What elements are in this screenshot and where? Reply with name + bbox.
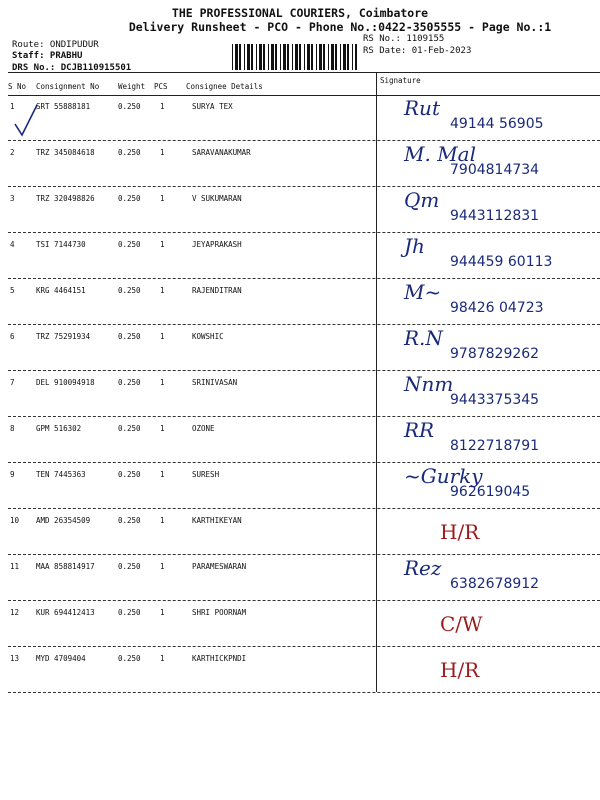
handwritten-phone: 962619045 <box>450 484 531 500</box>
barcode-bar <box>352 44 353 70</box>
signature: C/W <box>440 612 483 636</box>
row-divider <box>8 324 600 325</box>
row-weight: 0.250 <box>118 102 141 111</box>
row-divider <box>8 692 600 693</box>
row-pcs: 1 <box>160 332 165 341</box>
table-row <box>8 604 600 650</box>
row-pcs: 1 <box>160 240 165 249</box>
table-row <box>8 512 600 558</box>
handwritten-phone: 9443112831 <box>450 208 540 224</box>
row-weight: 0.250 <box>118 378 141 387</box>
row-pcs: 1 <box>160 516 165 525</box>
rs-date: RS Date: 01-Feb-2023 <box>363 46 472 56</box>
barcode-bar <box>280 44 281 70</box>
handwritten-phone: 7904814734 <box>450 162 540 178</box>
row-divider <box>8 416 600 417</box>
row-sno: 7 <box>10 378 15 387</box>
row-consignment-no: TRZ 75291934 <box>36 332 91 341</box>
row-weight: 0.250 <box>118 654 141 663</box>
row-weight: 0.250 <box>118 516 141 525</box>
barcode <box>232 44 357 70</box>
barcode-bar <box>299 44 301 70</box>
signature: R.N <box>404 326 443 350</box>
row-sno: 12 <box>10 608 20 617</box>
barcode-bar <box>355 44 357 70</box>
handwritten-phone: 98426 04723 <box>450 300 544 316</box>
row-pcs: 1 <box>160 424 165 433</box>
table-row <box>8 650 600 696</box>
barcode-bar <box>251 44 253 70</box>
barcode-bar <box>283 44 286 70</box>
row-divider <box>8 554 600 555</box>
row-divider <box>8 140 600 141</box>
row-consignee: JEYAPRAKASH <box>192 240 242 249</box>
row-sno: 3 <box>10 194 15 203</box>
route-label: Route: ONDIPUDUR <box>12 40 99 50</box>
signature: H/R <box>440 520 480 544</box>
row-pcs: 1 <box>160 148 165 157</box>
row-weight: 0.250 <box>118 240 141 249</box>
barcode-bar <box>239 44 241 70</box>
row-consignee: KARTHIKEYAN <box>192 516 242 525</box>
barcode-bar <box>263 44 265 70</box>
row-divider <box>8 186 600 187</box>
rs-number: RS No.: 1109155 <box>363 34 445 44</box>
barcode-bar <box>244 44 245 70</box>
row-sno: 4 <box>10 240 15 249</box>
row-consignee: SARAVANAKUMAR <box>192 148 251 157</box>
barcode-bar <box>295 44 298 70</box>
row-sno: 11 <box>10 562 20 571</box>
col-weight: Weight <box>118 82 146 91</box>
row-consignment-no: TRZ 320498826 <box>36 194 95 203</box>
row-sno: 8 <box>10 424 15 433</box>
row-pcs: 1 <box>160 470 165 479</box>
row-divider <box>8 370 600 371</box>
barcode-bar <box>256 44 257 70</box>
barcode-bar <box>323 44 325 70</box>
row-divider <box>8 278 600 279</box>
barcode-bar <box>319 44 322 70</box>
row-consignee: OZONE <box>192 424 215 433</box>
header-bottom-border <box>8 95 600 96</box>
barcode-bar <box>268 44 269 70</box>
handwritten-phone: 9787829262 <box>450 346 540 362</box>
col-pcs: PCS <box>154 82 168 91</box>
row-consignment-no: TRZ 345084618 <box>36 148 95 157</box>
row-consignment-no: TSI 7144730 <box>36 240 86 249</box>
barcode-bar <box>335 44 337 70</box>
row-weight: 0.250 <box>118 286 141 295</box>
row-consignee: SURESH <box>192 470 220 479</box>
document-subtitle: Delivery Runsheet - PCO - Phone No.:0422-3505555 - Page No.:1 <box>128 20 552 34</box>
row-consignment-no: KRG 4464151 <box>36 286 86 295</box>
handwritten-phone: 944459 60113 <box>450 254 553 270</box>
barcode-bar <box>343 44 346 70</box>
barcode-bar <box>232 44 233 70</box>
signature: Rez <box>404 556 442 580</box>
barcode-bar <box>259 44 262 70</box>
row-pcs: 1 <box>160 286 165 295</box>
row-consignee: SRINIVASAN <box>192 378 238 387</box>
barcode-bar <box>235 44 238 70</box>
barcode-bar <box>287 44 289 70</box>
row-pcs: 1 <box>160 194 165 203</box>
row-sno: 9 <box>10 470 15 479</box>
row-pcs: 1 <box>160 562 165 571</box>
barcode-bar <box>331 44 334 70</box>
signature: M~ <box>404 280 442 304</box>
handwritten-phone: 49144 56905 <box>450 116 544 132</box>
signature: H/R <box>440 658 480 682</box>
row-weight: 0.250 <box>118 470 141 479</box>
row-weight: 0.250 <box>118 332 141 341</box>
staff-label: Staff: PRABHU <box>12 51 83 61</box>
row-divider <box>8 508 600 509</box>
row-consignee: PARAMESWARAN <box>192 562 247 571</box>
signature: RR <box>404 418 435 442</box>
row-consignee: SHRI POORNAM <box>192 608 247 617</box>
row-consignment-no: MAA 858814917 <box>36 562 95 571</box>
row-weight: 0.250 <box>118 608 141 617</box>
col-consignment: Consignment No <box>36 82 100 91</box>
barcode-bar <box>307 44 310 70</box>
row-divider <box>8 232 600 233</box>
signature: Qm <box>404 188 440 212</box>
row-consignee: SURYA TEX <box>192 102 233 111</box>
col-consignee: Consignee Details <box>186 82 263 91</box>
barcode-bar <box>275 44 277 70</box>
signature: Rut <box>404 96 440 120</box>
row-pcs: 1 <box>160 608 165 617</box>
row-weight: 0.250 <box>118 562 141 571</box>
row-sno: 13 <box>10 654 20 663</box>
row-sno: 5 <box>10 286 15 295</box>
row-sno: 10 <box>10 516 20 525</box>
document-title: THE PROFESSIONAL COURIERS, Coimbatore <box>171 6 429 20</box>
signature: Jh <box>404 234 425 258</box>
col-sno: S No <box>8 82 27 91</box>
row-sno: 6 <box>10 332 15 341</box>
barcode-bar <box>271 44 274 70</box>
row-pcs: 1 <box>160 378 165 387</box>
row-consignee: KOWSHIC <box>192 332 224 341</box>
row-consignee: RAJENDITRAN <box>192 286 242 295</box>
signature: Nnm <box>404 372 454 396</box>
row-consignee: KARTHICKPNDI <box>192 654 247 663</box>
row-consignment-no: MYD 4709404 <box>36 654 86 663</box>
row-pcs: 1 <box>160 654 165 663</box>
row-pcs: 1 <box>160 102 165 111</box>
barcode-bar <box>347 44 349 70</box>
row-consignment-no: DEL 910094918 <box>36 378 95 387</box>
row-divider <box>8 646 600 647</box>
row-weight: 0.250 <box>118 148 141 157</box>
barcode-bar <box>304 44 305 70</box>
row-sno: 1 <box>10 102 15 111</box>
barcode-bar <box>328 44 329 70</box>
handwritten-phone: 6382678912 <box>450 576 540 592</box>
row-consignment-no: GPM 516302 <box>36 424 82 433</box>
col-signature: Signature <box>380 76 421 85</box>
drs-number: DRS No.: DCJB110915501 <box>12 63 132 73</box>
table-top-border <box>8 72 600 73</box>
barcode-bar <box>316 44 317 70</box>
handwritten-phone: 9443375345 <box>450 392 540 408</box>
row-consignment-no: KUR 694412413 <box>36 608 95 617</box>
row-consignment-no: AMD 26354509 <box>36 516 91 525</box>
row-weight: 0.250 <box>118 194 141 203</box>
barcode-bar <box>247 44 250 70</box>
row-consignment-no: TEN 7445363 <box>36 470 86 479</box>
barcode-bar <box>311 44 313 70</box>
row-divider <box>8 600 600 601</box>
table-header <box>8 76 600 94</box>
signature: M. Mal <box>404 142 476 166</box>
row-divider <box>8 462 600 463</box>
row-sno: 2 <box>10 148 15 157</box>
signature: ~Gurky <box>404 464 483 488</box>
row-consignment-no: SRT 55888181 <box>36 102 91 111</box>
row-consignee: V SUKUMARAN <box>192 194 242 203</box>
barcode-bar <box>340 44 341 70</box>
handwritten-phone: 8122718791 <box>450 438 540 454</box>
barcode-bar <box>292 44 293 70</box>
row-weight: 0.250 <box>118 424 141 433</box>
